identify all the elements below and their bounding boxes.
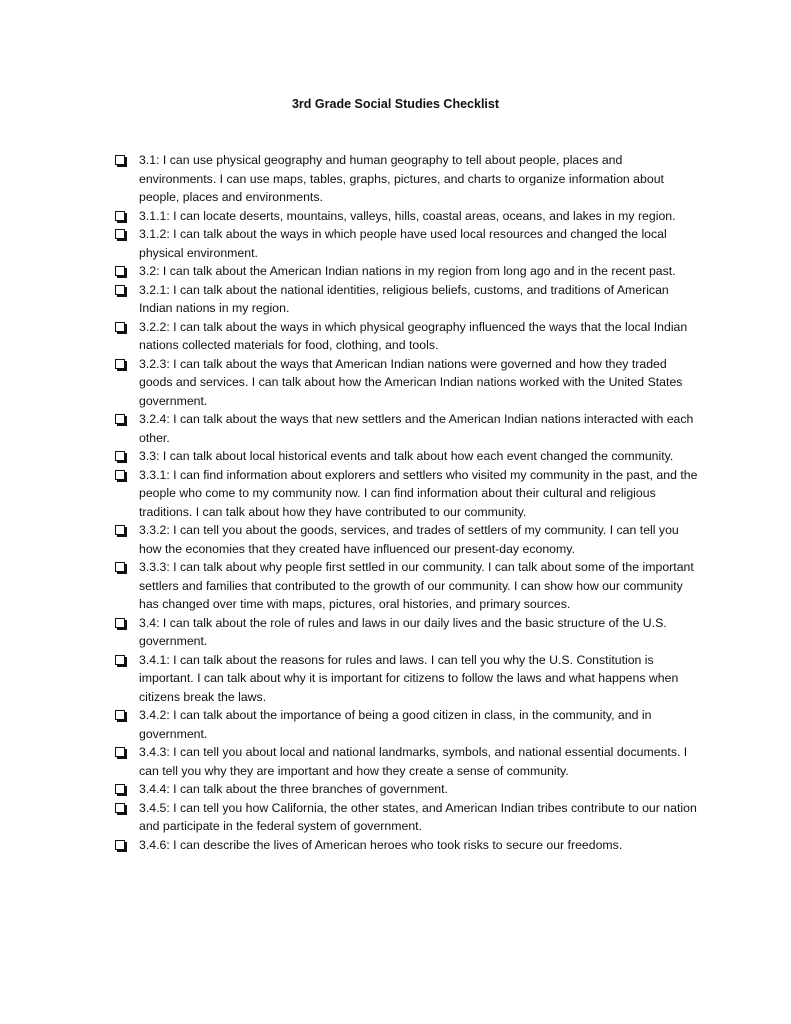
checkbox[interactable]	[115, 451, 125, 461]
checkbox[interactable]	[115, 414, 125, 424]
checkbox[interactable]	[115, 322, 125, 332]
checklist-item-text: 3.4: I can talk about the role of rules and laws in our daily lives and the basic structure of the U.S. government.	[139, 615, 667, 648]
checklist-item-text: 3.2: I can talk about the American Indian nations in my region from long ago and in the recent past.	[139, 264, 676, 278]
checklist-item-text: 3.1.2: I can talk about the ways in which people have used local resources and changed the local physical environment.	[139, 227, 667, 260]
checklist-item	[115, 355, 700, 411]
checklist-item	[115, 225, 700, 262]
checklist-item-text: 3.1: I can use physical geography and human geography to tell about people, places and environments. I can use maps, tables, graphs, pictures, and charts to organize information about people, places and environments.	[139, 153, 664, 204]
checklist-item	[115, 558, 700, 614]
checkbox[interactable]	[115, 155, 125, 165]
checklist-item	[115, 706, 700, 743]
checkbox[interactable]	[115, 747, 125, 757]
checklist-item-text: 3.2.3: I can talk about the ways that American Indian nations were governed and how they traded goods and services. I can talk about how the American Indian nations worked with the United States government.	[139, 356, 683, 408]
checkbox[interactable]	[115, 285, 125, 295]
checklist-item-text: 3.3: I can talk about local historical events and talk about how each event changed the community.	[139, 449, 674, 463]
checkbox[interactable]	[115, 655, 125, 665]
checkbox[interactable]	[115, 710, 125, 720]
checklist-item-text: 3.2.2: I can talk about the ways in which physical geography influenced the ways that the local Indian nations collected materials for food, clothing, and tools.	[139, 319, 688, 352]
checklist	[115, 151, 700, 854]
checkbox[interactable]	[115, 229, 125, 239]
checklist-item	[115, 281, 700, 318]
checklist-item-text: 3.4.5: I can tell you how California, the other states, and American Indian tribes contribute to our nation and participate in the federal system of government.	[139, 800, 697, 833]
page-title: 3rd Grade Social Studies Checklist	[291, 97, 500, 111]
checkbox[interactable]	[115, 618, 125, 628]
checkbox[interactable]	[115, 266, 125, 276]
checklist-item-text: 3.4.3: I can tell you about local and national landmarks, symbols, and national essential documents. I can tell you why they are important and how they create a sense of community.	[139, 745, 688, 778]
checklist-item-text: 3.4.6: I can describe the lives of American heroes who took risks to secure our freedoms.	[139, 837, 623, 852]
checklist-item	[115, 743, 700, 780]
checklist-item	[115, 262, 700, 281]
checklist-item-text: 3.3.3: I can talk about why people first settled in our community. I can talk about some of the important settlers and families that contributed to the growth of our community. I can show how our community has changed over time with maps, pictures, oral histories, and primary sources.	[139, 560, 694, 611]
checklist-item-text: 3.3.1: I can find information about explorers and settlers who visited my community in the past, and the people who come to my community now. I can find information about their cultural and religious traditions. I can talk about how they have contributed to our community.	[139, 467, 698, 519]
checkbox[interactable]	[115, 359, 125, 369]
checklist-item	[115, 410, 700, 447]
checkbox[interactable]	[115, 211, 125, 221]
checklist-item	[115, 799, 700, 836]
checklist-item-text: 3.3.2: I can tell you about the goods, services, and trades of settlers of my community. I can tell you how the economies that they created have influenced our present-day economy.	[139, 523, 679, 556]
checklist-item	[115, 836, 700, 855]
checkbox[interactable]	[115, 525, 125, 535]
checkbox[interactable]	[115, 840, 125, 850]
checkbox[interactable]	[115, 784, 125, 794]
checklist-item-text: 3.4.2: I can talk about the importance of being a good citizen in class, in the community, and in government.	[139, 708, 652, 741]
checklist-item-text: 3.4.4: I can talk about the three branches of government.	[139, 782, 448, 796]
checklist-item	[115, 207, 700, 226]
checklist-item	[115, 614, 700, 651]
checklist-item-text: 3.2.4: I can talk about the ways that new settlers and the American Indian nations interacted with each other.	[139, 412, 694, 445]
checkbox[interactable]	[115, 470, 125, 480]
checklist-item	[115, 318, 700, 355]
checkbox[interactable]	[115, 803, 125, 813]
checklist-item	[115, 780, 700, 799]
checklist-item-text: 3.4.1: I can talk about the reasons for rules and laws. I can tell you why the U.S. Constitution is important. I can talk about why it is important for citizens to follow the laws and what happens when citizens break the laws.	[139, 652, 679, 704]
checklist-item-text: 3.1.1: I can locate deserts, mountains, valleys, hills, coastal areas, oceans, and lakes in my region.	[139, 208, 676, 223]
checklist-item	[115, 466, 700, 522]
checklist-item	[115, 151, 700, 207]
checklist-item	[115, 651, 700, 707]
checklist-item	[115, 521, 700, 558]
checklist-item-text: 3.2.1: I can talk about the national identities, religious beliefs, customs, and traditions of American Indian nations in my region.	[139, 282, 669, 315]
checklist-item	[115, 447, 700, 466]
checkbox[interactable]	[115, 562, 125, 572]
